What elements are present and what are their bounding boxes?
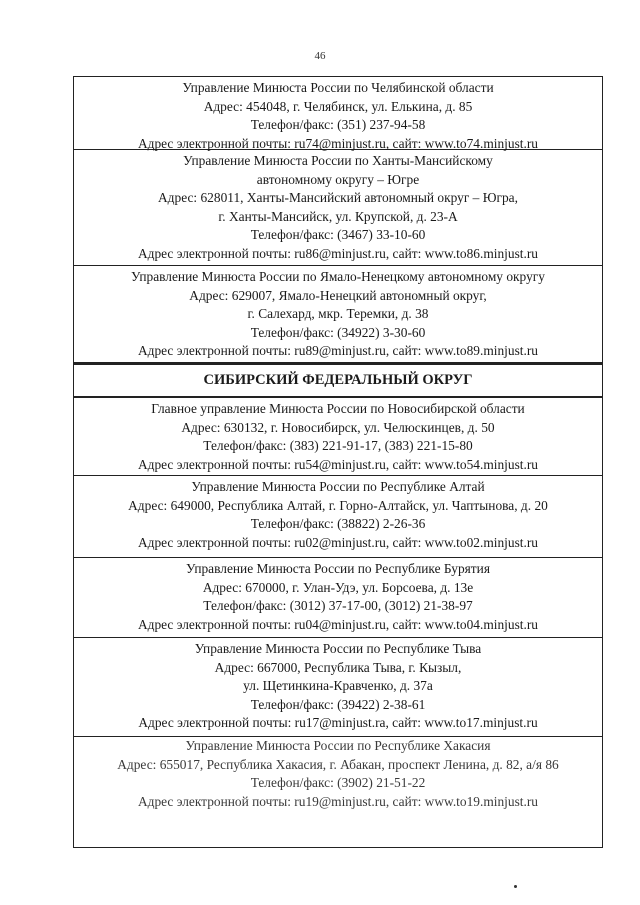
entry-contacts: Адрес электронной почты: ru89@minjust.ru, сайт: www.to89.minjust.ru — [137, 343, 539, 359]
entry-phone: Телефон/факс: (34922) 3-30-60 — [250, 324, 426, 340]
entry-title-cont: автономному округу – Югре — [256, 171, 420, 187]
entry-phone: Телефон/факс: (3012) 37-17-00, (3012) 21-38-97 — [203, 598, 473, 614]
entry-altai — [74, 476, 602, 558]
entry-address: Адрес: 630132, г. Новосибирск, ул. Челюскинцев, д. 50 — [181, 419, 495, 435]
entry-title: Управление Минюста России по Ханты-Мансийскому — [183, 153, 493, 168]
entry-address-cont: г. Салехард, мкр. Теремки, д. 38 — [247, 306, 429, 322]
entry-phone: Телефон/факс: (3467) 33-10-60 — [250, 227, 426, 243]
entry-title: Управление Минюста России по Челябинской области — [182, 80, 494, 95]
entry-novosibirsk — [74, 398, 602, 476]
entry-address: Адрес: 628011, Ханты-Мансийский автономный округ – Югра, — [158, 190, 518, 206]
entry-buryatia — [74, 558, 602, 638]
entry-title: Управление Минюста России по Республике Хакасия — [185, 738, 491, 753]
directory-table — [73, 76, 603, 848]
entry-contacts: Адрес электронной почты: ru54@minjust.ru, сайт: www.to54.minjust.ru — [137, 456, 539, 472]
entry-contacts: Адрес электронной почты: ru04@minjust.ru, сайт: www.to04.minjust.ru — [137, 616, 539, 632]
entry-phone: Телефон/факс: (351) 237-94-58 — [250, 117, 426, 133]
entry-contacts: Адрес электронной почты: ru19@minjust.ru, сайт: www.to19.minjust.ru — [137, 793, 539, 809]
entry-phone: Телефон/факс: (38822) 2-26-36 — [250, 516, 426, 532]
entry-title: Управление Минюста России по Ямало-Ненецкому автономному округу — [131, 269, 545, 284]
entry-chelyabinsk — [74, 77, 602, 150]
entry-address-cont: г. Ханты-Мансийск, ул. Крупской, д. 23-А — [218, 208, 458, 224]
entry-address: Адрес: 649000, Республика Алтай, г. Горно-Алтайск, ул. Чаптынова, д. 20 — [128, 497, 548, 513]
section-heading-siberian — [74, 363, 602, 398]
entry-title: Управление Минюста России по Республике Алтай — [191, 479, 485, 494]
entry-yamalo-nenets — [74, 266, 602, 363]
entry-title: Управление Минюста России по Республике Бурятия — [186, 561, 490, 576]
entry-address: Адрес: 655017, Республика Хакасия, г. Абакан, проспект Ленина, д. 82, а/я 86 — [117, 756, 559, 772]
entry-phone: Телефон/факс: (383) 221-91-17, (383) 221-15-80 — [203, 438, 473, 454]
entry-contacts: Адрес электронной почты: ru17@minjust.ra, сайт: www.to17.minjust.ru — [138, 715, 538, 731]
entry-khakassia — [74, 737, 602, 847]
entry-address: Адрес: 454048, г. Челябинск, ул. Елькина, д. 85 — [203, 98, 473, 114]
scan-speck — [514, 885, 517, 888]
entry-phone: Телефон/факс: (39422) 2-38-61 — [250, 696, 426, 712]
section-heading-text: СИБИРСКИЙ ФЕДЕРАЛЬНЫЙ ОКРУГ — [203, 372, 473, 388]
entry-address: Адрес: 667000, Республика Тыва, г. Кызыл, — [214, 659, 462, 675]
entry-title: Главное управление Минюста России по Новосибирской области — [151, 401, 525, 416]
entry-contacts: Адрес электронной почты: ru74@minjust.ru, сайт: www.to74.minjust.ru — [137, 135, 539, 151]
entry-phone: Телефон/факс: (3902) 21-51-22 — [250, 775, 426, 791]
entry-title: Управление Минюста России по Республике Тыва — [194, 641, 482, 656]
entry-address: Адрес: 629007, Ямало-Ненецкий автономный округ, — [189, 287, 487, 303]
entry-address: Адрес: 670000, г. Улан-Удэ, ул. Борсоева, д. 13е — [202, 579, 474, 595]
entry-address-cont: ул. Щетинкина-Кравченко, д. 37а — [243, 678, 433, 694]
entry-khanty-mansiysk — [74, 150, 602, 266]
entry-contacts: Адрес электронной почты: ru02@minjust.ru, сайт: www.to02.minjust.ru — [137, 534, 539, 550]
page-number: 46 — [314, 50, 326, 62]
entry-contacts: Адрес электронной почты: ru86@minjust.ru, сайт: www.to86.minjust.ru — [137, 245, 539, 261]
entry-tyva — [74, 638, 602, 737]
